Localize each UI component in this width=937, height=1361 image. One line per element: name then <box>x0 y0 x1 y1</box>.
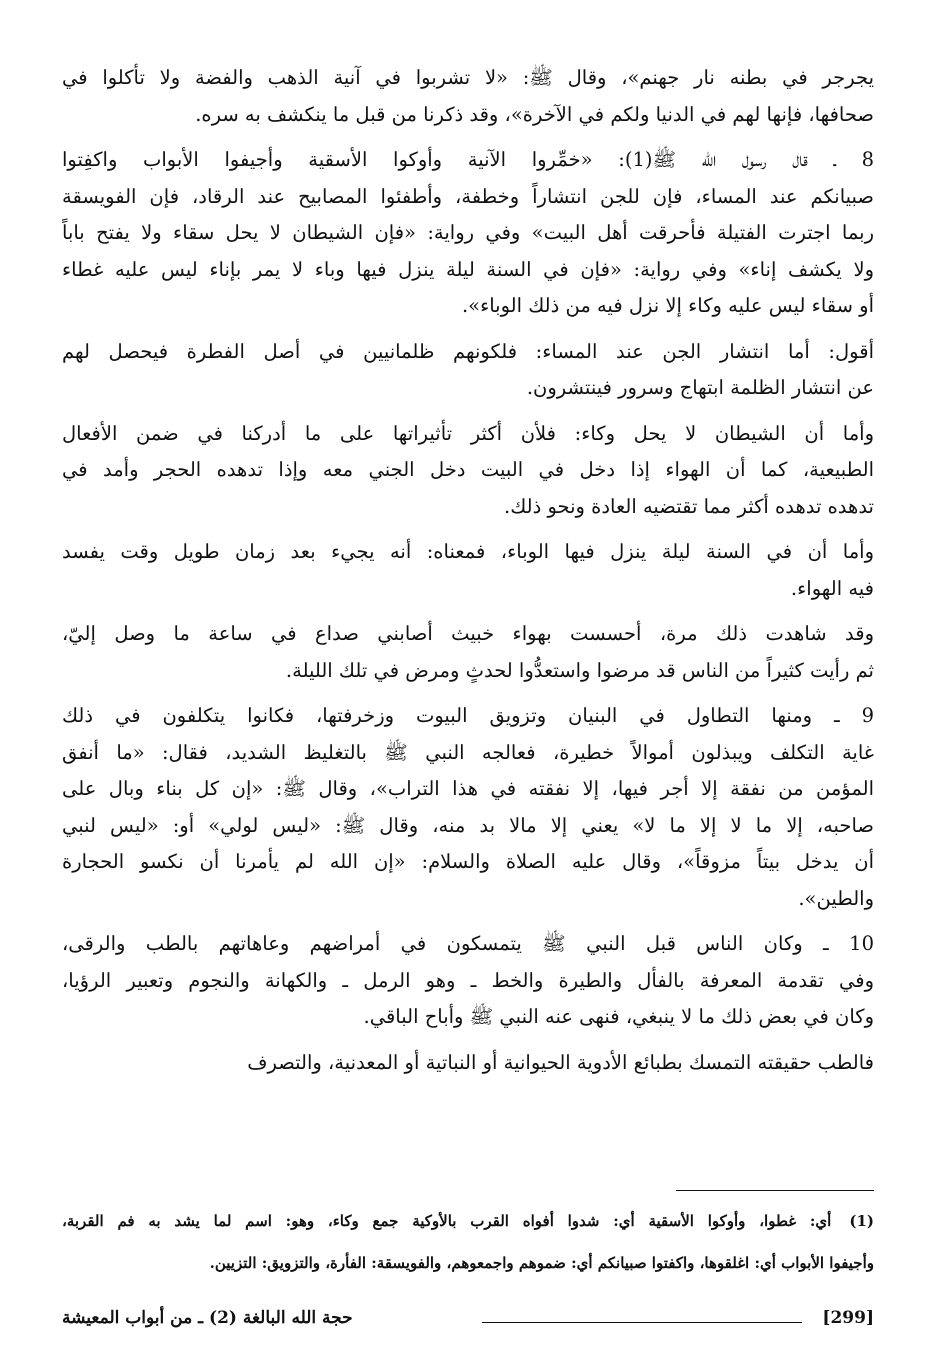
footnotes <box>62 1200 874 1284</box>
text-line: وفي تقدمة المعرفة بالفأل والطيرة والخط ـ وهو الرمل ـ والكهانة والنجوم وتعبير الرؤيا، <box>62 968 874 992</box>
text-line: صبيانكم عند المساء، فإن للجن انتشاراً وخطفة، وأطفئوا المصابيح عند الرقاد، فإن الفويسقة <box>62 184 874 208</box>
paragraph <box>62 1045 874 1082</box>
text-line: الطبيعية، كما أن الهواء إذا دخل في البيت دخل الجني معه وإذا تدهده الحجر وأمد في <box>62 458 874 481</box>
footnote-marker: (1) <box>849 1212 874 1230</box>
paragraph <box>62 926 874 1036</box>
running-title: حجة الله البالغة (2) ـ من أبواب المعيشة <box>62 1308 353 1328</box>
footnote-text-1: أي: غطوا، وأوكوا الأسقية أي: شدوا أفواه القرب بالأوكية جمع وكاء، وهو: اسم لما يشد به فم القربة، <box>62 1212 832 1230</box>
text-line: تدهده تدهده أكثر مما تقتضيه العادة ونحو ذلك. <box>504 494 874 518</box>
footnote-divider <box>676 1190 874 1191</box>
paragraph <box>62 142 874 325</box>
text-line: غاية التكلف ويبذلون أموالاً خطيرة، فعالجه النبي ﷺ بالتغليظ الشديد، فقال: «ما أنفق <box>62 740 874 764</box>
text-line: يجرجر في بطنه نار جهنم»، وقال ﷺ: «لا تشربوا في آنية الذهب والفضة ولا تأكلوا في <box>62 66 874 89</box>
text-line: أن يدخل بيتاً مزوقاً»، وقال عليه الصلاة والسلام: «إن الله لم يأمرنا أن نكسو الحجارة <box>62 850 874 873</box>
footnote-line-2: وأجيفوا الأبواب أي: اغلقوها، واكفتوا صبيانكم أي: ضموهم واجمعوهم، والفويسقة: الفأرة، والتزويق: التزيين. <box>209 1254 874 1272</box>
text-line: عن انتشار الظلمة ابتهاج وسرور فينتشرون. <box>526 376 874 399</box>
paragraph <box>62 534 874 607</box>
text-line: وكان في بعض ذلك ما لا ينبغي، فنهى عنه النبي ﷺ وأباح الباقي. <box>363 1005 874 1028</box>
paragraph <box>62 698 874 917</box>
text-line: 9 ـ ومنها التطاول في البنيان وتزويق البيوت وزخرفتها، فكانوا يتكلفون في ذلك <box>62 704 874 727</box>
text-line: صحافها، فإنها لهم في الدنيا ولكم في الآخرة»، وقد ذكرنا من قبل ما ينكشف به سره. <box>195 102 874 126</box>
main-text <box>62 60 874 1090</box>
text-line: ربما اجترت الفتيلة فأحرقت أهل البيت» وفي رواية: «فإن الشيطان لا يحل سقاء ولا يفتح باباً <box>62 221 874 244</box>
paragraph <box>62 60 874 133</box>
text-line: ثم رأيت كثيراً من الناس قد مرضوا واستعدُّوا لحدثٍ ومرض في تلك الليلة. <box>285 658 874 682</box>
page-number: [299] <box>822 1308 874 1328</box>
text-line: والطين». <box>798 886 874 910</box>
text-line: وأما أن في السنة ليلة ينزل فيها الوباء، فمعناه: أنه يجيء بعد زمان طويل وقت يفسد <box>62 540 874 563</box>
text-line: أو سقاء ليس عليه وكاء إلا نزل فيه من ذلك الوباء». <box>461 294 874 317</box>
page-footer <box>62 1302 874 1338</box>
text-line: وقد شاهدت ذلك مرة، أحسست بهواء خبيث أصابني صداع في ساعة ما وصل إليّ، <box>62 622 875 645</box>
footnote-line-1 <box>62 1200 874 1242</box>
footer-rule <box>482 1322 802 1323</box>
text-line: المؤمن من نفقة إلا أجر فيها، إلا نفقته في هذا التراب»، وقال ﷺ: «إن كل بناء وبال على <box>62 777 874 800</box>
text-line: صاحبه، إلا ما لا إلا ما لا» يعني إلا مالا بد منه، وقال ﷺ: «ليس لولي» أو: «ليس لنبي <box>62 813 874 837</box>
text-line: 8 ـ قال رسول الله ﷺ(1): «خمِّروا الآنية وأوكوا الأسقية وأجيفوا الأبواب واكفِتوا <box>62 148 874 171</box>
text-line: فيه الهواء. <box>790 576 874 600</box>
text-line: فالطب حقيقته التمسك بطبائع الأدوية الحيوانية أو النباتية أو المعدنية، والتصرف <box>247 1050 874 1074</box>
paragraph <box>62 416 874 526</box>
text-line: 10 ـ وكان الناس قبل النبي ﷺ يتمسكون في أمراضهم وعاهاتهم بالطب والرقى، <box>62 932 874 955</box>
text-line: وأما أن الشيطان لا يحل وكاء: فلأن أكثر تأثيراتها على ما أدركنا في ضمن الأفعال <box>62 421 874 445</box>
paragraph <box>62 616 874 689</box>
paragraph <box>62 334 874 407</box>
text-line: ولا يكشف إناء» وفي رواية: «فإن في السنة ليلة ينزل فيها وباء لا يمر بإناء ليس عليه غطاء <box>62 257 874 281</box>
text-line: أقول: أما انتشار الجن عند المساء: فلكونهم ظلمانيين في أصل الفطرة فيحصل لهم <box>62 339 874 363</box>
